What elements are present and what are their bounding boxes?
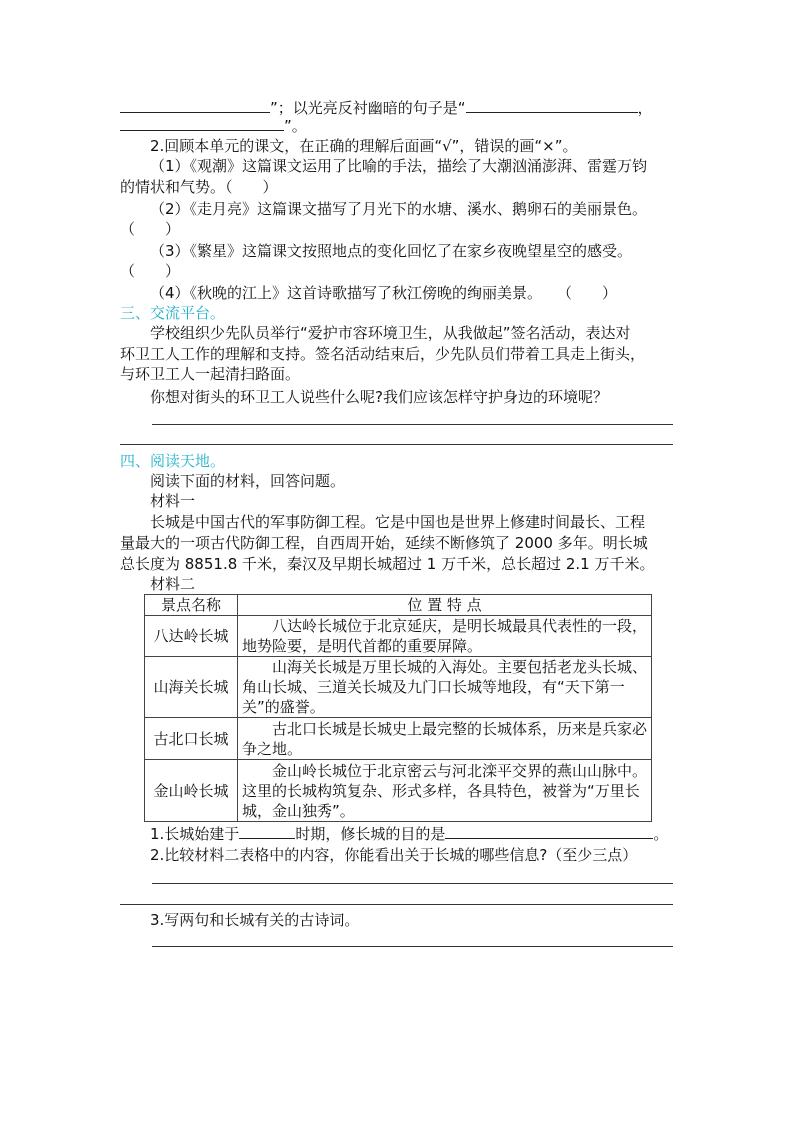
section-4-q2: 2.比较材料二表格中的内容，你能看出关于长城的哪些信息?（至少三点） <box>150 846 638 864</box>
material-1-line-1: 长城是中国古代的军事防御工程。它是中国也是世界上修建时间最长、工程 <box>150 513 646 531</box>
table-row <box>145 718 652 760</box>
table-row <box>145 760 652 822</box>
spot-feature-cell: 山海关长城是万里长城的入海处。主要包括老龙头长城、角山长城、三道关长城及九门口长城等地段，有“天下第一关”的盛誉。 <box>238 657 652 718</box>
spot-feature-cell: 八达岭长城位于北京延庆，是明长城最具代表性的一段，地势险要，是明代首都的重要屏障。 <box>238 616 652 657</box>
section-4-q3: 3.写两句和长城有关的古诗词。 <box>150 911 360 929</box>
q2-prompt: 2.回顾本单元的课文，在正确的理解后面画“√”，错误的画“×”。 <box>150 137 578 155</box>
spot-name-cell: 山海关长城 <box>145 657 238 718</box>
section-4-intro: 阅读下面的材料，回答问题。 <box>150 472 346 490</box>
q1-text-c: 。 <box>653 825 669 843</box>
spot-feature-cell: 金山岭长城位于北京密云与河北滦平交界的燕山山脉中。这里的长城构筑复杂、形式多样，各具特色，被誉为“万里长城，金山独秀”。 <box>238 760 652 822</box>
header-spot-name: 景点名称 <box>145 595 238 616</box>
answer-blank[interactable] <box>466 98 638 113</box>
answer-blank[interactable] <box>445 824 653 839</box>
section-4-title: 四、阅读天地。 <box>120 452 226 470</box>
spot-name-cell: 古北口长城 <box>145 718 238 760</box>
fill-line-2-end: ”。 <box>284 117 307 135</box>
fill-line-1 <box>120 98 673 118</box>
section-3-para-line-2: 环卫工人工作的理解和支持。签名活动结束后，少先队员们带着工具走上街头， <box>120 345 646 363</box>
table-row <box>145 616 652 657</box>
fill-line-1-text: ”；以光亮反衬幽暗的句子是“ <box>270 99 466 117</box>
fill-line-2 <box>120 116 673 136</box>
answer-line[interactable] <box>120 904 673 905</box>
spot-name-cell: 八达岭长城 <box>145 616 238 657</box>
q1-text-a: 1.长城始建于 <box>150 825 240 843</box>
material-1-label: 材料一 <box>150 492 196 510</box>
spot-name-cell: 金山岭长城 <box>145 760 238 822</box>
q2-item-3-line1: （3）《繁星》这篇课文按照地点的变化回忆了在家乡夜晚望星空的感受。 <box>150 242 633 260</box>
q1-text-b: 时期，修长城的目的是 <box>295 825 446 843</box>
answer-line[interactable] <box>152 883 673 884</box>
answer-blank[interactable] <box>239 824 295 839</box>
section-3-question: 你想对街头的环卫工人说些什么呢?我们应该怎样守护身边的环境呢？ <box>150 388 608 406</box>
q2-item-2-line1: （2）《走月亮》这篇课文描写了月光下的水塘、溪水、鹅卵石的美丽景色。 <box>150 200 648 218</box>
section-3-title: 三、交流平台。 <box>120 304 226 322</box>
q2-item-1-line1: （1）《观潮》这篇课文运用了比喻的手法，描绘了大潮汹涌澎湃、雷霆万钧 <box>150 157 648 175</box>
fill-line-1-end: ， <box>637 99 653 117</box>
section-4-q1 <box>120 824 673 844</box>
table-header-row <box>145 595 652 616</box>
section-3-para-line-3: 与环卫工人一起清扫路面。 <box>120 365 301 383</box>
material-1-line-2: 量最大的一项古代防御工程，自西周开始，延续不断修筑了 2000 多年。明长城 <box>120 534 648 552</box>
header-features: 位 置 特 点 <box>238 595 652 616</box>
answer-line[interactable] <box>120 444 673 445</box>
answer-line[interactable] <box>152 424 673 425</box>
q2-item-1-line2[interactable]: 的情状和气势。（ ） <box>120 178 278 196</box>
spot-feature-cell: 古北口长城是长城史上最完整的长城体系，历来是兵家必争之地。 <box>238 718 652 760</box>
section-3-para-line-1: 学校组织少先队员举行“爱护市容环境卫生，从我做起”签名活动，表达对 <box>150 324 631 342</box>
q2-item-3-line2[interactable]: （ ） <box>120 262 181 280</box>
answer-blank[interactable] <box>120 116 284 131</box>
material-2-label: 材料二 <box>150 575 196 593</box>
material-1-line-3: 总长度为 8851.8 千米，秦汉及早期长城超过 1 万千米，总长超过 2.1 万千米。 <box>120 555 655 573</box>
answer-line[interactable] <box>152 946 673 947</box>
q2-item-2-line2[interactable]: （ ） <box>120 220 181 238</box>
table-row <box>145 657 652 718</box>
q2-item-4-line1[interactable]: （4）《秋晚的江上》这首诗歌描写了秋江傍晚的绚丽美景。 （ ） <box>150 284 618 302</box>
scenic-spots-table <box>144 594 652 822</box>
answer-blank[interactable] <box>120 98 270 113</box>
